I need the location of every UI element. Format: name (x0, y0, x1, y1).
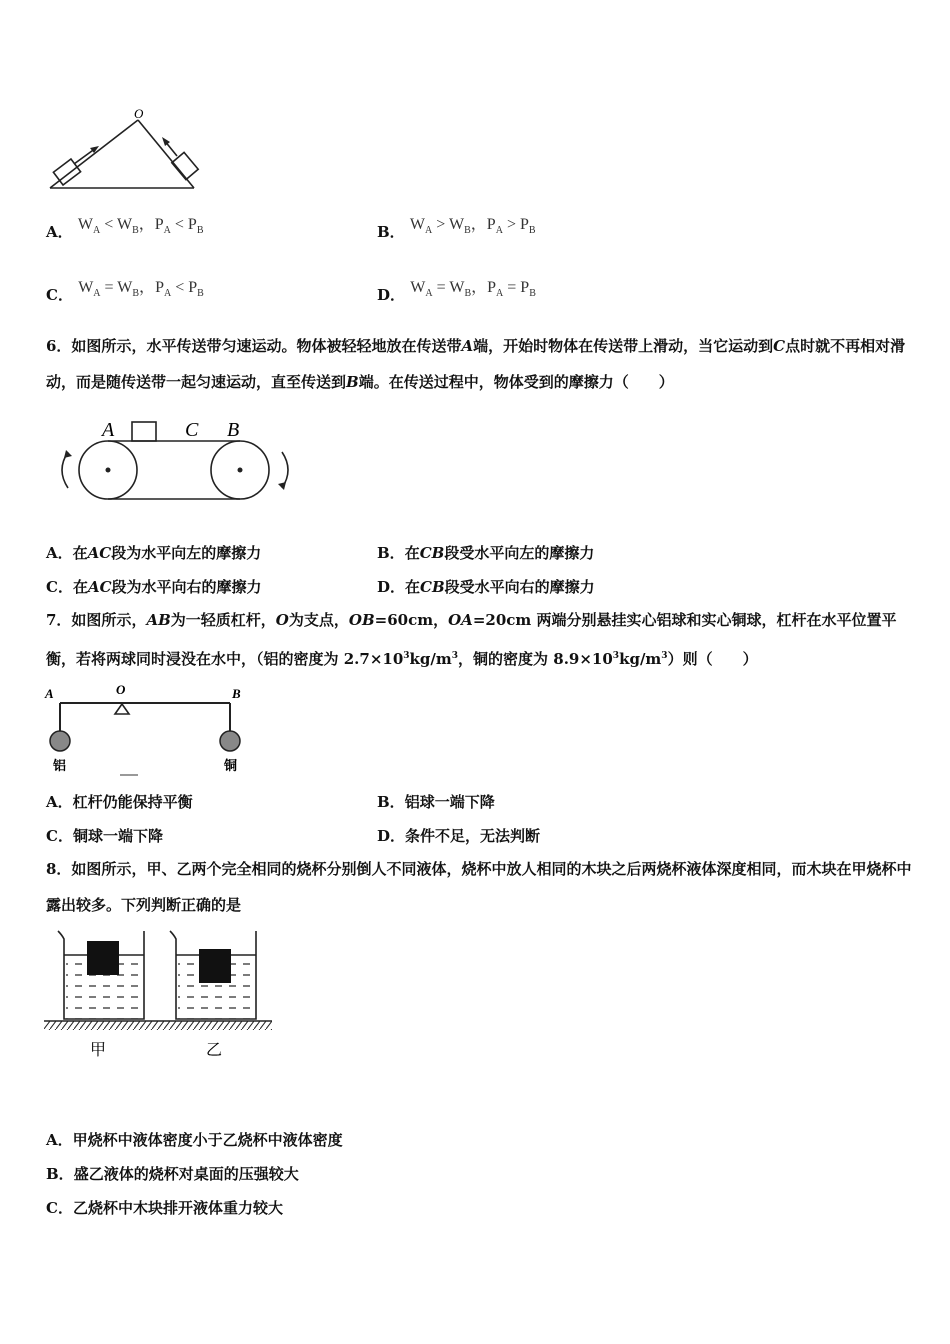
q5-option-c-formula: $W_A = W_B$，$P_A < P_B$ (78, 279, 204, 300)
table-surface (44, 1021, 272, 1030)
q5-option-b[interactable]: B． $W_A > W_B$，$P_A > P_B$ (377, 216, 536, 241)
label-aluminum: 铝 (53, 758, 67, 773)
beakers-figure (44, 925, 276, 1067)
label-c: C (185, 419, 199, 441)
q5-option-d-formula: $W_A = W_B$，$P_A = P_B$ (410, 279, 536, 300)
incline-left-slope (50, 120, 138, 188)
q8-option-b[interactable]: B．盛乙液体的烧杯对桌面的压强较大 (46, 1165, 299, 1183)
aluminum-ball (50, 731, 70, 751)
q6-option-a[interactable]: A．在AC段为水平向左的摩擦力 (46, 544, 262, 562)
q6-option-b[interactable]: B．在CB段受水平向左的摩擦力 (377, 544, 595, 562)
q6-option-d[interactable]: D．在CB段受水平向右的摩擦力 (377, 578, 595, 596)
conveyor-figure (52, 412, 302, 512)
label-o: O (116, 682, 126, 697)
q6-option-c[interactable]: C．在AC段为水平向右的摩擦力 (46, 578, 262, 596)
q7-option-d[interactable]: D．条件不足，无法判断 (377, 827, 541, 845)
label-jia: 甲 (90, 1042, 107, 1059)
q8-option-a[interactable]: A．甲烧杯中液体密度小于乙烧杯中液体密度 (46, 1131, 343, 1149)
q6-stem: 6．如图所示，水平传送带匀速运动。物体被轻轻地放在传送带A端，开始时物体在传送带上滑动，当它运动到C点时就不再相对滑动，而是随传送带一起匀速运动，直至传送到B端。在传送过程中，物体受到的摩擦力（ ） (46, 337, 906, 391)
label-copper: 铜 (224, 758, 238, 773)
wood-block-jia (87, 941, 119, 975)
label-yi: 乙 (206, 1042, 223, 1059)
q5-option-c[interactable]: C． $W_A = W_B$，$P_A < P_B$ (46, 279, 204, 304)
q7-option-c[interactable]: C．铜球一端下降 (46, 827, 163, 845)
left-axle (106, 468, 111, 473)
q5-option-a[interactable]: A． $W_A < W_B$，$P_A < P_B$ (46, 216, 204, 241)
q5-option-b-formula: $W_A > W_B$，$P_A > P_B$ (409, 216, 536, 237)
q5-option-a-formula: $W_A < W_B$，$P_A < P_B$ (77, 216, 204, 237)
fulcrum (115, 704, 129, 714)
label-a: A (45, 686, 54, 701)
q8-stem: 8．如图所示，甲、乙两个完全相同的烧杯分别倒人不同液体，烧杯中放人相同的木块之后两烧杯液体深度相同，而木块在甲烧杯中露出较多。下列判断正确的是 (46, 860, 912, 914)
q8-option-c[interactable]: C．乙烧杯中木块排开液体重力较大 (46, 1199, 283, 1217)
conveyor-object (132, 422, 156, 441)
right-arrow-head (278, 482, 286, 490)
lever-figure (42, 682, 252, 778)
right-axle (238, 468, 243, 473)
copper-ball (220, 731, 240, 751)
left-arrow-head (64, 450, 72, 458)
incline-figure (44, 106, 214, 196)
label-b: B (232, 686, 241, 701)
wood-block-yi (199, 949, 231, 983)
label-b: B (227, 419, 240, 441)
apex-label: O (134, 106, 144, 121)
label-a: A (102, 419, 115, 441)
q7-option-a[interactable]: A．杠杆仍能保持平衡 (46, 793, 193, 811)
q7-stem: 7．如图所示，AB为一轻质杠杆，O为支点，OB=60cm，OA=20cm 两端分别悬挂实心铝球和实心铜球，杠杆在水平位置平衡，若将两球同时浸没在水中，（铝的密度为 $2.7\times 10^3kg/m^3$，铜的密度为 $8.9\times 10^3kg/m^3$）则（ ） (46, 611, 897, 668)
q5-option-d[interactable]: D． $W_A = W_B$，$P_A = P_B$ (377, 279, 536, 304)
q7-option-b[interactable]: B．铝球一端下降 (377, 793, 495, 811)
